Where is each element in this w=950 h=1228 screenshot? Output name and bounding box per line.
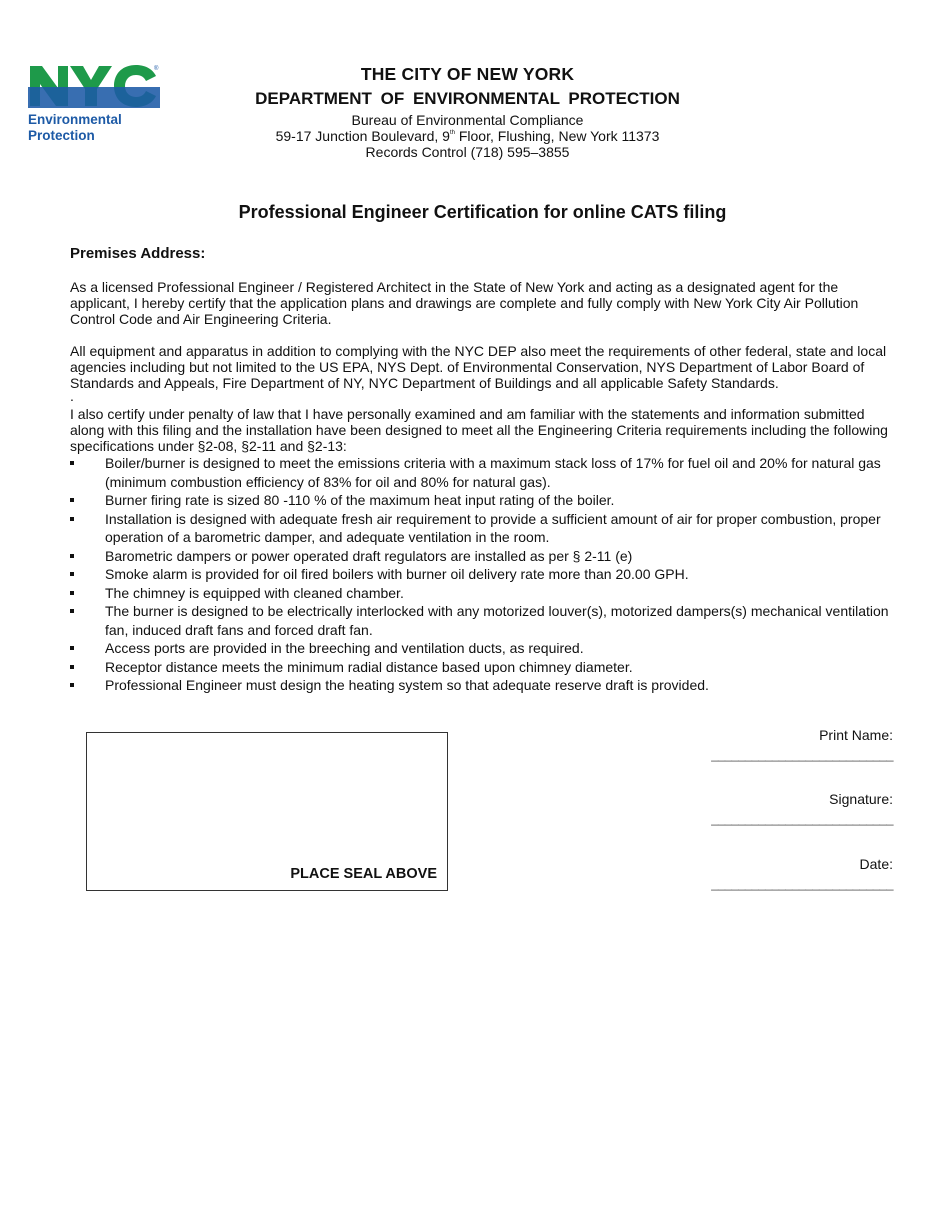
list-item-text: Professional Engineer must design the heating system so that adequate reserve draft is provided.	[105, 677, 709, 693]
list-item-text: Barometric dampers or power operated draft regulators are installed as per § 2-11 (e)	[105, 547, 633, 564]
square-bullet-icon	[70, 591, 74, 595]
list-item	[70, 454, 892, 491]
list-item	[70, 491, 892, 510]
list-item	[70, 658, 892, 677]
date-blank[interactable]: ___________________________	[711, 876, 893, 891]
list-item	[70, 547, 892, 566]
list-item	[70, 584, 892, 603]
list-item-text: The burner is designed to be electrically interlocked with any motorized louver(s), motorized dampers(s) mechanical ventilation fan, induced draft fans and forced draft fan.	[105, 603, 889, 638]
bureau-line: Bureau of Environmental Compliance	[351, 112, 584, 128]
list-item-text: Installation is designed with adequate fresh air requirement to provide a sufficient amount of air for proper combustion, proper operation of a barometric damper, and adequate ventilation in the room.	[105, 510, 881, 545]
date-field[interactable]	[693, 856, 893, 892]
square-bullet-icon	[70, 609, 74, 613]
department-heading: DEPARTMENT OF ENVIRONMENTAL PROTECTION	[255, 89, 680, 108]
premises-address-label: Premises Address:	[70, 245, 206, 262]
address-start: 59-17 Junction Boulevard, 9	[275, 128, 450, 144]
list-item-text: Burner firing rate is sized 80 -110 % of the maximum heat input rating of the boiler.	[105, 492, 615, 508]
list-item-text: Access ports are provided in the breeching and ventilation ducts, as required.	[105, 640, 584, 656]
letterhead	[190, 62, 745, 160]
square-bullet-icon	[70, 665, 74, 669]
square-bullet-icon	[70, 498, 74, 502]
specification-list	[70, 454, 892, 695]
list-item-text: Receptor distance meets the minimum radial distance based upon chimney diameter.	[105, 658, 633, 675]
list-item-text: The chimney is equipped with cleaned chamber.	[105, 584, 404, 601]
logo-line-2: Protection	[28, 128, 95, 143]
signature-blank[interactable]: ___________________________	[711, 811, 893, 826]
certification-paragraph-1: As a licensed Professional Engineer / Registered Architect in the State of New York and acting as a designated agent for the applicant, I hereby certify that the application plans and drawings are complete and fully comply with New York City Air Pollution Control Code and Air Engineering Criteria.	[70, 279, 859, 327]
date-label: Date:	[859, 856, 893, 872]
records-line: Records Control (718) 595–3855	[365, 144, 570, 160]
square-bullet-icon	[70, 646, 74, 650]
square-bullet-icon	[70, 461, 74, 465]
list-item-text: Boiler/burner is designed to meet the emissions criteria with a maximum stack loss of 17% for fuel oil and 20% for natural gas (minimum combustion efficiency of 83% for oil and 80% for natural gas).	[105, 455, 881, 490]
certification-paragraph-2: All equipment and apparatus in addition to complying with the NYC DEP also meet the requirements of other federal, state and local agencies including but not limited to the US EPA, NYS Dept. of Environmental Conservation, NYS Department of Labor Board of Standards and Appeals, Fire Department of NY, NYC Department of Buildings and all applicable Safety Standards.	[70, 343, 887, 391]
signature-label: Signature:	[829, 791, 893, 807]
nyc-dep-logo	[28, 62, 160, 148]
list-item	[70, 676, 892, 695]
square-bullet-icon	[70, 554, 74, 558]
certification-paragraph-3: I also certify under penalty of law that I have personally examined and am familiar with the statements and information submitted along with this filing and the installation have been designed to meet all the Engineering Criteria requirements including the following specifications under §2-08, §2-11 and §2-13:	[70, 406, 888, 454]
square-bullet-icon	[70, 683, 74, 687]
page-title: Professional Engineer Certification for online CATS filing	[238, 202, 727, 222]
list-item-text: Smoke alarm is provided for oil fired boilers with burner oil delivery rate more than 20.00 GPH.	[105, 566, 689, 582]
list-item	[70, 565, 892, 584]
nyc-logo-icon	[28, 62, 160, 110]
city-heading: THE CITY OF NEW YORK	[360, 64, 575, 84]
seal-placement-box	[86, 732, 448, 891]
seal-label: PLACE SEAL ABOVE	[290, 866, 437, 882]
logo-caption	[28, 112, 122, 144]
square-bullet-icon	[70, 572, 74, 576]
logo-line-1: Environmental	[28, 112, 122, 127]
stray-period: .	[70, 388, 74, 404]
list-item	[70, 639, 892, 658]
square-bullet-icon	[70, 517, 74, 521]
address-ordinal: th	[449, 130, 455, 136]
address-end: Floor, Flushing, New York 11373	[454, 128, 660, 144]
signature-field[interactable]	[693, 791, 893, 827]
list-item	[70, 510, 892, 547]
svg-text:®: ®	[154, 66, 159, 72]
print-name-field[interactable]	[693, 727, 893, 763]
address-line	[190, 128, 745, 144]
print-name-label: Print Name:	[819, 727, 893, 743]
print-name-blank[interactable]: ___________________________	[711, 747, 893, 762]
list-item	[70, 602, 892, 639]
